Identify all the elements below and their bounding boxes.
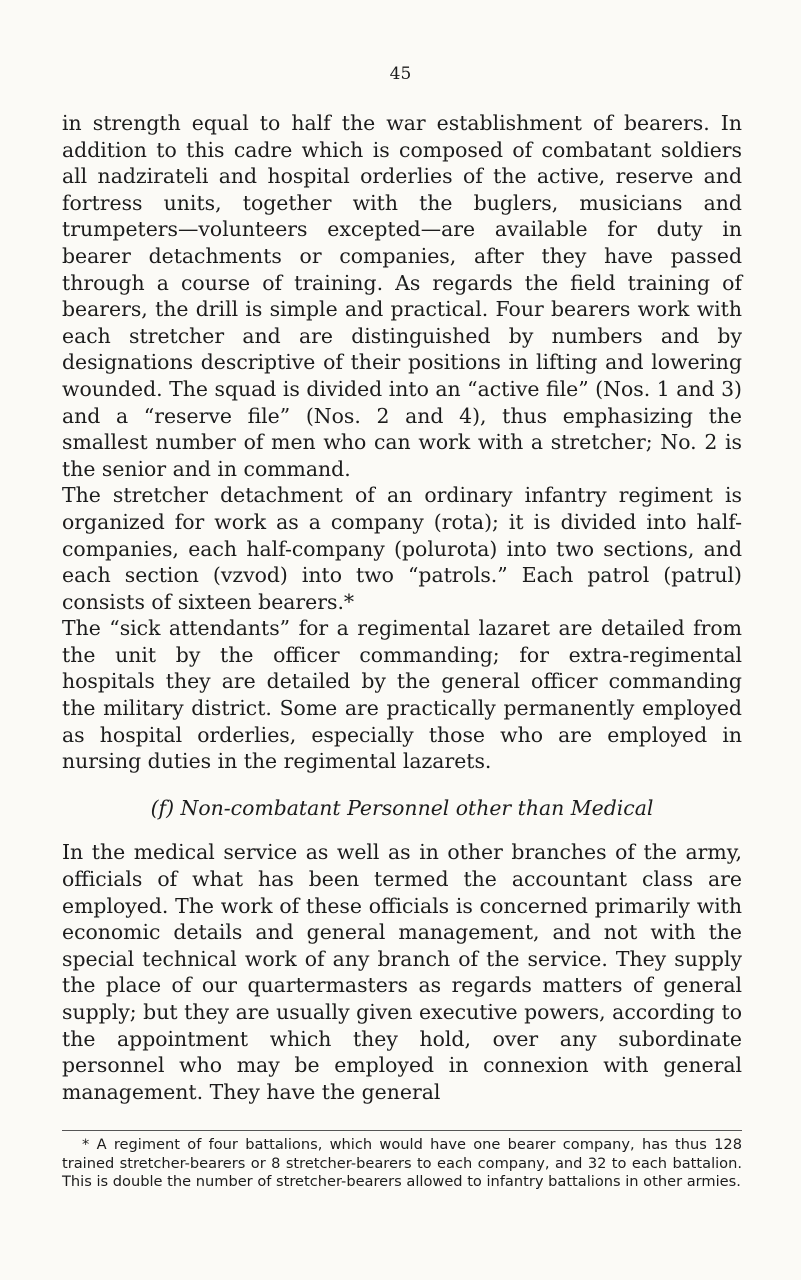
paragraph-stretcher-detachment: The stretcher detachment of an ordinary infantry regiment is organized for work as a company (rota); it is divided into half-companies, each half-company (polurota) into two sections, and each section (vzvod) into two “patrols.” Each patrol (patrul) consists of sixteen bearers.*: [62, 483, 742, 614]
paragraph-accountant-class: In the medical service as well as in other branches of the army, officials of what has been termed the accountant class are employed. The work of these officials is concerned primarily with economic details and general management, and not with the special technical work of any branch of the service. They supply the place of our quartermasters as regards matters of general supply; but they are usually given executive powers, according to the appointment which they hold, over any subordinate personnel who may be employed in connexion with general management. They have the general: [62, 840, 742, 1104]
section-heading: (f) Non-combatant Personnel other than Medical: [150, 795, 654, 820]
footnote-divider: [62, 1130, 742, 1131]
paragraph-bearers-training: in strength equal to half the war establishment of bearers. In addition to this cadre which is composed of combatant soldiers all nadzirateli and hospital orderlies of the active, reserve and fortress units, together with the buglers, musicians and trumpeters—volunteers excepted—are available for duty in bearer detachments or companies, after they have passed through a course of training. As regards the field training of bearers, the drill is simple and practical. Four bearers work with each stretcher and are distinguished by numbers and by designations descriptive of their positions in lifting and lowering wounded. The squad is divided into an “active file” (Nos. 1 and 3) and a “reserve file” (Nos. 2 and 4), thus emphasizing the smallest number of men who can work with a stretcher; No. 2 is the senior and in command.: [62, 111, 742, 481]
body-text: [62, 110, 742, 1105]
page-number: 45: [389, 64, 412, 84]
footnote: [62, 1136, 742, 1192]
paragraph-sick-attendants: The “sick attendants” for a regimental lazaret are detailed from the unit by the officer commanding; for extra-regimental hospitals they are detailed by the general officer commanding the military district. Some are practically permanently employed as hospital orderlies, especially those who are employed in nursing duties in the regimental lazarets.: [62, 616, 742, 774]
footnote-text: * A regiment of four battalions, which would have one bearer company, has thus 128 trained stretcher-bearers or 8 stretcher-bearers to each company, and 32 to each battalion. This is double the number of stretcher-bearers allowed to infantry battalions in other armies.: [62, 1136, 742, 1191]
